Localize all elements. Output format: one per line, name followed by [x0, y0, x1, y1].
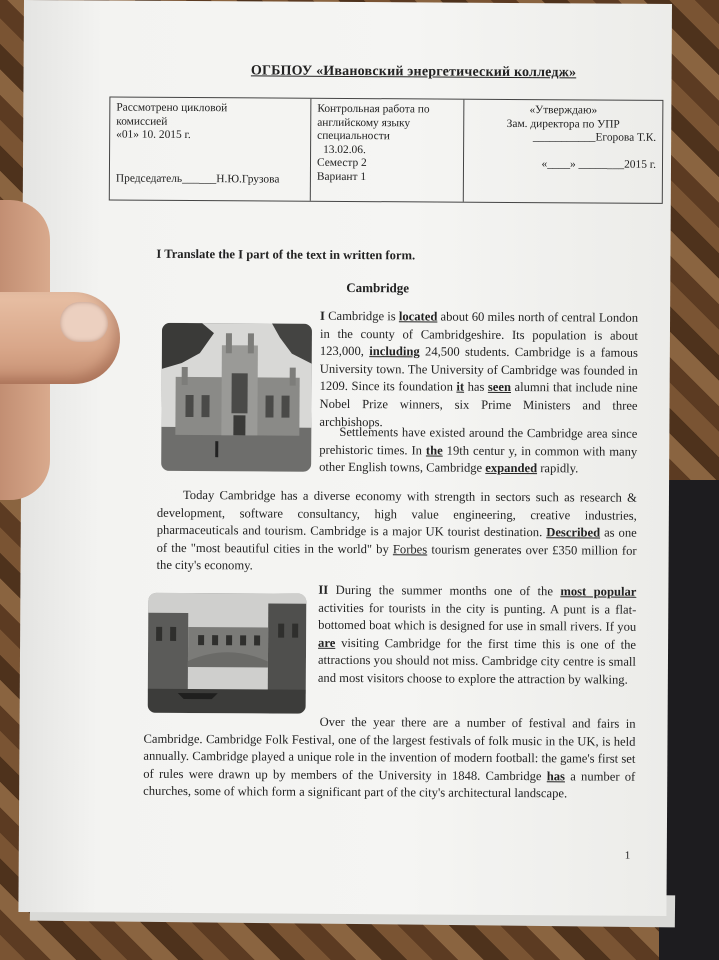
p1-s11: tourism generates over £350 million for the city's economy. — [156, 542, 637, 573]
p1-w7: Described — [546, 525, 601, 540]
test-line-1: Контрольная работа по — [317, 102, 430, 116]
bridge-of-sighs-photo — [148, 593, 307, 714]
p1-s9: Today Cambridge has a diverse economy with strength in sectors such as research & development, software consultancy, high value engineering, creative industries, pharmaceuticals and tourism. Cambridge is a major UK tourist destination. — [156, 487, 638, 540]
approve-line-2: ___________Егорова Т.К. — [532, 131, 657, 144]
p2-w1: most popular — [560, 584, 637, 599]
p1-s6: Settlements have existed around the Cambridge area since prehistoric times. In — [319, 424, 638, 458]
test-info-column — [311, 99, 465, 202]
approve-line-3 — [470, 144, 656, 159]
approval-column — [464, 100, 663, 203]
p2-s1: During the summer months one of the — [335, 582, 553, 599]
p1-s3: 24,500 students. Cambridge is a famous University town. The University of Cambridge was founded in 1209. Since its foundation — [319, 344, 638, 395]
p2-w2: are — [318, 635, 336, 650]
task-instruction: I Translate the I part of the text in written form. — [156, 246, 416, 263]
p1-w6: expanded — [485, 461, 538, 476]
thumb — [0, 292, 120, 384]
p2-s2: activities for tourists in the city is punting. A punt is a flat-bottomed boat which is designed for use in small rivers. If you — [318, 600, 637, 634]
kings-college-photo — [161, 323, 312, 472]
p1-s2: about 60 miles north of central London in the county of Cambridgeshire. Its population is about 123,000, — [319, 309, 639, 359]
section-number-2: II — [318, 582, 329, 597]
p1-s7: 19th centur y, in common with many other English towns, Cambridge — [319, 443, 638, 475]
test-line-4: 13.02.06. — [323, 143, 366, 156]
p1-s5: alumni that include nine Nobel Prize winners, six Prime Ministers and three archbishops. — [319, 380, 638, 429]
p1-s10: as one of the "most beautiful cities in the world" by — [156, 525, 637, 557]
paragraph-1-economy — [156, 487, 637, 578]
p2-s3: visiting Cambridge for the first time this is one of the attractions you should not miss. Cambridge city centre is small and most visitors choose to explore the attraction by walking. — [317, 635, 637, 687]
test-line-3: специальности — [317, 129, 390, 143]
p1-w1: located — [398, 309, 438, 324]
test-line-5: Семестр 2 — [316, 156, 367, 170]
institution-header: ОГБПОУ «Ивановский энергетический колледж» — [250, 63, 577, 81]
review-line-2: комиссией — [116, 115, 168, 128]
test-line-6: Вариант 1 — [316, 170, 367, 183]
review-line-1: Рассмотрено цикловой — [116, 101, 228, 115]
p1-w2: including — [369, 344, 420, 359]
section-number-1: I — [320, 308, 326, 323]
p1-w4: seen — [487, 380, 512, 395]
p2-s4: Over the year there are a number of festival and fairs in Cambridge. Cambridge Folk Festival, one of the largest festivals of folk music in the UK, is held annually. Cambridge played a unique role in the invention of modern football: the game's first set of rules were drawn up by members of the University in 1848. Cambridge — [143, 714, 636, 783]
paragraph-2-festivals — [143, 713, 636, 804]
page-number: 1 — [624, 849, 631, 862]
test-line-2: английскому языку — [317, 116, 411, 129]
p1-s1: Cambridge is — [328, 308, 396, 324]
text-title: Cambridge — [346, 279, 410, 296]
p2-s5: a number of churches, some of which form a significant part of the city's architectural landscape. — [143, 769, 636, 801]
chairman-line: Председатель______Н.Ю.Грузова — [115, 172, 280, 186]
approval-table — [109, 97, 664, 204]
p2-w3: has — [546, 768, 566, 784]
p1-w8: Forbes — [392, 542, 428, 557]
p1-s4: has — [467, 380, 485, 395]
p1-w3: it — [456, 380, 465, 395]
p1-w5: the — [425, 443, 443, 458]
p1-s8: rapidly. — [540, 461, 579, 476]
thumb-nail — [60, 302, 108, 342]
approve-line-1: Зам. директора по УПР — [506, 117, 620, 131]
paragraph-2-punting — [318, 582, 637, 690]
document-page — [18, 0, 672, 916]
approve-title: «Утверждаю» — [529, 104, 598, 117]
paragraph-1-settlements — [319, 424, 637, 479]
approve-line-4: «____» ________2015 г. — [541, 158, 657, 171]
paragraph-1-intro — [319, 308, 638, 433]
review-line-3: «01» 10. 2015 г. — [116, 128, 191, 142]
review-column — [110, 98, 312, 201]
